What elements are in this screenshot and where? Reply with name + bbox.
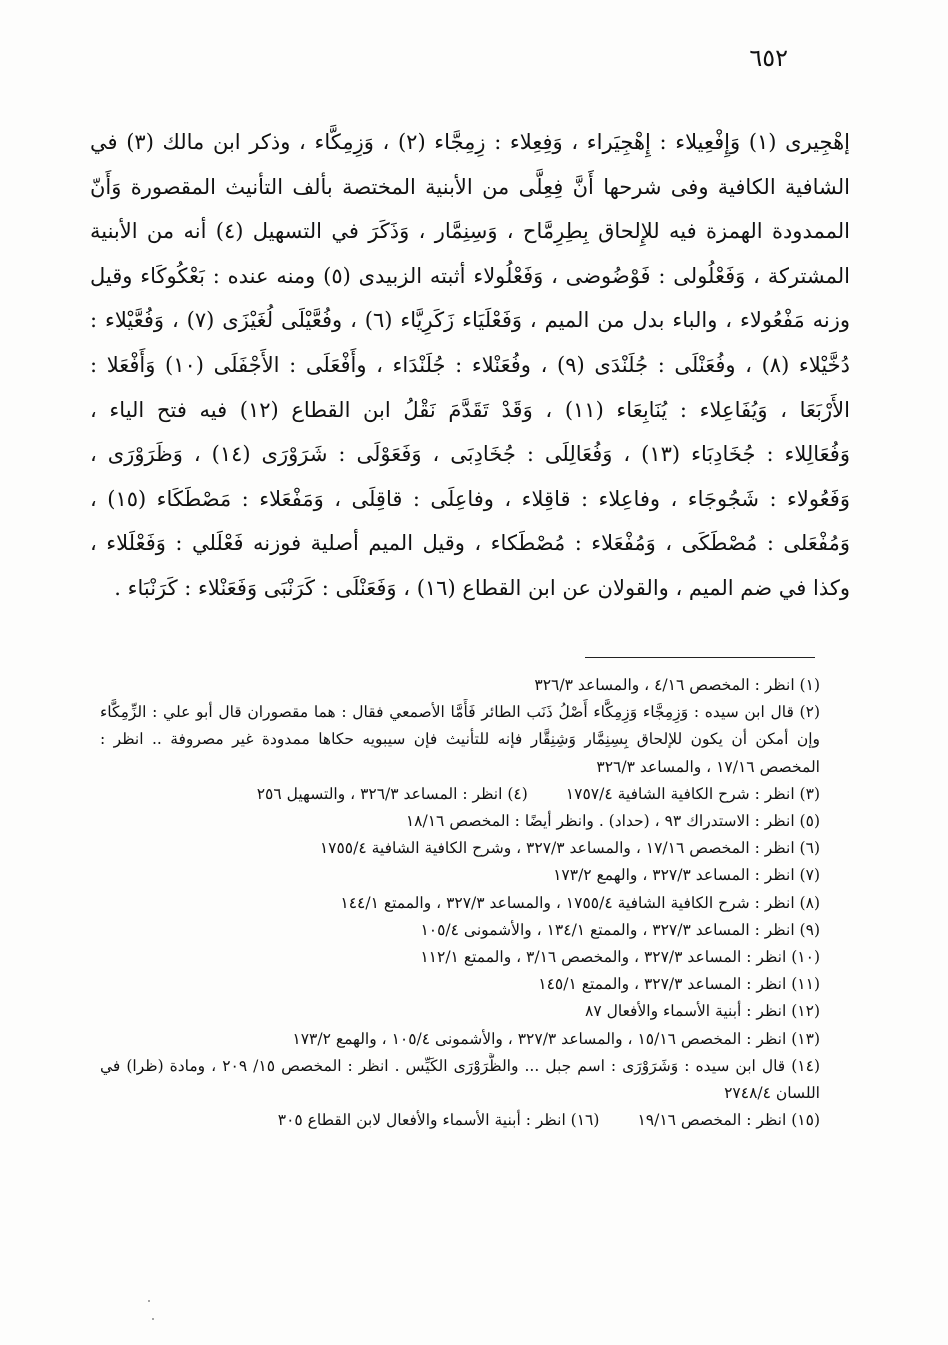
body-line: وزنه مَفْعُولاء ، والباء بدل من الميم ، وَفَعْلَيَاء زَكَرِيَّاء (٦) ، وفُعَّيْلَى لُغَيْزَى (٧) ، وَفُعَّيْلاء :: [90, 308, 850, 333]
footnote: (١٢) انظر : أبنية الأسماء والأفعال ٨٧: [585, 1002, 820, 1021]
footnote: (١٦) انظر : أبنية الأسماء والأفعال لابن القطاع ٣٠٥: [277, 1111, 600, 1130]
footnote: (٥) انظر : الاستدراك ٩٣ ، (حداد) . وانظر أيضًا : المخصص ١٨/١٦: [405, 812, 820, 831]
footnote: (١١) انظر : المساعد ٣٢٧/٣ ، والممتع ١٤٥/١: [538, 975, 820, 994]
body-line: الأَرْبَعَا ، وَيُفَاعِلاء : يُنَابِعَاء (١١) ، وَقَدْ تَقَدَّمَ نَقْلُ ابن القطاع (١٢) فيه فتح الياء ،: [90, 397, 850, 422]
footnote: (٩) انظر : المساعد ٣٢٧/٣ ، والممتع ١٣٤/١ ، والأشمونى ١٠٥/٤: [420, 920, 820, 939]
footnote: (٣) انظر : شرح الكافية الشافية ١٧٥٧/٤: [565, 784, 820, 803]
footnote: (٤) انظر : المساعد ٣٢٦/٣ ، والتسهيل ٢٥٦: [256, 784, 528, 803]
scan-speck: [148, 1300, 150, 1302]
footnote: (١٠) انظر : المساعد ٣٢٧/٣ ، والمخصص ٣/١٦ ، والممتع ١١٢/١: [420, 948, 820, 967]
footnote: (٢) قال ابن سيده : وَزِمِجَّاء وَزِمِكَّاء أَصْلُ ذَنَب الطائر فَأَمَّا الأصمعي فقال : هما مقصوران قال أبو علي : الزِّمِكَّاء وإن أمكن أن يكون للإلحاق بِسِنِمَّار وَشِنِقَّار فإنه للتأنيث فإن سيبويه حكاها ممدودة غير مصروفة .. انظر : المخصص ١٧/١٦ ، والمساعد ٣٢٦/٣: [100, 703, 820, 776]
body-line: الشافية الكافية وفى شرحها أَنَّ فِعِلَّى من الأبنية المختصة بألف التأنيث المقصورة وَأَنّ: [90, 174, 850, 199]
footnotes: [100, 672, 820, 1134]
body-line: دُخَّيْلاء (٨) ، وفُعَنْلَى : جُلَنْدَى (٩) ، وفُعَنْلاء : جُلَنْدَاء ، وأَفْعَلَى : الأَجْفَلَى (١٠) وَأَفْعَلا :: [90, 352, 850, 377]
footnote: (١٥) انظر : المخصص ١٩/١٦: [637, 1111, 820, 1130]
footnote-separator: [585, 657, 815, 658]
body-line: إهْجِيرى (١) وَإِفْعِيلاء : إِهْجِيَراء ، وَفِعِلاء : زِمِجَّاء (٢) ، وَزِمِكَّاء ، وذكر ابن مالك (٣) في: [90, 130, 850, 154]
body-line: وكذا في ضم الميم ، والقولان عن ابن القطاع (١٦) ، وَفَعَنْلَى : كَرَنْبَى وَفَعَنْلاء : كَرَنْبَاء .: [114, 575, 850, 600]
body-line: وَفُعَالِلاء : جُخَادِبَاء (١٣) ، وَفُعَالِلَى : جُخَادِبَى ، وَفَعَوْلَى : شَرَوْرَى (١٤) ، وَظَرَوْرَى ،: [90, 442, 850, 467]
body-line: الممدودة الهمزة فيه للإِلحاق بِطِرِمَّاح ، وَسِنِمَّار ، وَذَكَرَ في التسهيل (٤) أنه من الأبنية: [90, 219, 850, 244]
footnote: (١٣) انظر : المخصص ١٥/١٦ ، والمساعد ٣٢٧/٣ ، والأشمونى ١٠٥/٤ ، والهمع ١٧٣/٢: [292, 1029, 820, 1048]
footnote: (٧) انظر : المساعد ٣٢٧/٣ ، والهمع ١٧٣/٢: [553, 866, 820, 885]
footnote: (١) انظر : المخصص ٤/١٦ ، والمساعد ٣٢٦/٣: [534, 676, 820, 694]
body-line: وَفَعُولاء : شَجُوجَاء ، وفاعِلاء : قاقِلاء ، وفاعِلَى : قاقِلَى ، وَمَفْعَلاء : مَصْطَكَاء (١٥) ،: [90, 486, 850, 511]
page-number: ٦٥٢: [749, 44, 788, 72]
footnote-pair: [100, 781, 820, 808]
footnote: (١٤) قال ابن سيده : وَشَرَوْرَى : اسم جبل ... والظَّرَوْرَى الكَيِّس . انظر : المخصص ١٥/ ٢٠٩ ، ومادة (ظرا) في اللسان ٢٧٤٨/٤: [100, 1056, 820, 1103]
body-line: المشتركة ، وَفَعْلُولى : فَوْضُوضى ، وَفَعْلُولاء أثبته الزبيدى (٥) ومنه عنده : بَعْكُوكَاء وقيل: [90, 263, 850, 288]
scan-speck: [152, 1318, 154, 1320]
body-text: [90, 120, 850, 611]
footnote: (٦) انظر : المخصص ١٧/١٦ ، والمساعد ٣٢٧/٣ ، وشرح الكافية الشافية ١٧٥٥/٤: [319, 839, 820, 858]
footnote: (٨) انظر : شرح الكافية الشافية ١٧٥٥/٤ ، والمساعد ٣٢٧/٣ ، والممتع ١٤٤/١: [340, 893, 820, 912]
footnote-pair: [100, 1107, 820, 1134]
body-line: وَمُفْعَلى : مُصْطَكَى ، وَمُفْعَلاء : مُصْطَكاء ، وقيل الميم أصلية فوزنه فَعْلَلي : وَفَعْلَلاء ،: [90, 531, 850, 556]
